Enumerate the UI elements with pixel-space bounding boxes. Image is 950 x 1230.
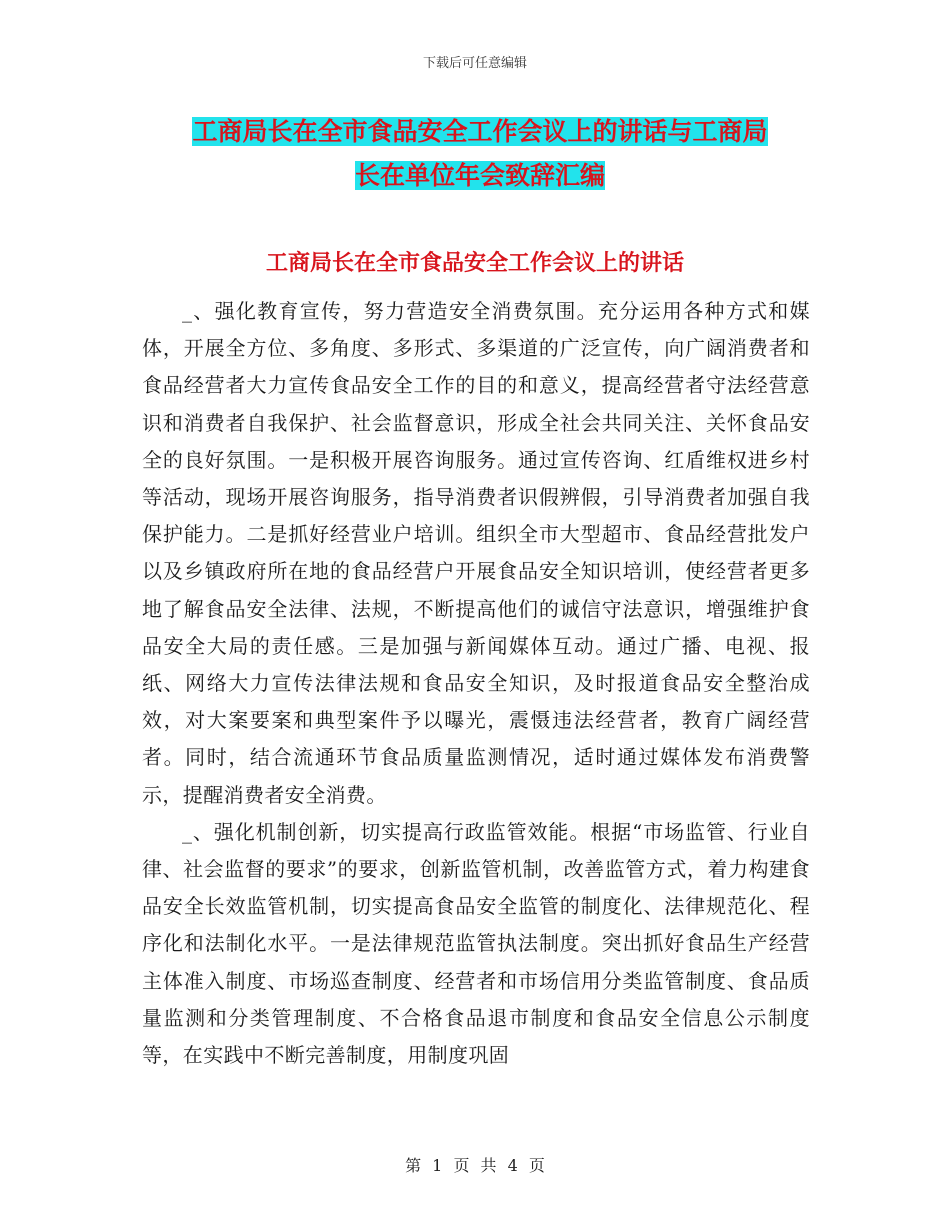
section-title: 工商局长在全市食品安全工作会议上的讲话 [265,251,684,276]
page-header: 下载后可任意编辑 [422,56,527,71]
document-body [142,293,810,1074]
document-title-line-2: 长在单位年会致辞汇编 [354,161,605,190]
document-title [140,110,820,198]
paragraph: _、强化教育宣传，努力营造安全消费氛围。充分运用各种方式和媒体，开展全方位、多角度、多形式、多渠道的广泛宣传，向广阔消费者和食品经营者大力宣传食品安全工作的目的和意义，提高经营者守法经营意识和消费者自我保护、社会监督意识，形成全社会共同关注、关怀食品安全的良好氛围。一是积极开展咨询服务。通过宣传咨询、红盾维权进乡村等活动，现场开展咨询服务，指导消费者识假辨假，引导消费者加强自我保护能力。二是抓好经营业户培训。组织全市大型超市、食品经营批发户以及乡镇政府所在地的食品经营户开展食品安全知识培训，使经营者更多地了解食品安全法律、法规，不断提高他们的诚信守法意识，增强维护食品安全大局的责任感。三是加强与新闻媒体互动。通过广播、电视、报纸、网络大力宣传法律法规和食品安全知识，及时报道食品安全整治成效，对大案要案和典型案件予以曝光，震慑违法经营者，教育广阔经营者。同时，结合流通环节食品质量监测情况，适时通过媒体发布消费警示，提醒消费者安全消费。 [142,299,810,807]
page-footer: 第 1 页 共 4 页 [405,1156,545,1175]
paragraph: _、强化机制创新，切实提高行政监管效能。根据“市场监管、行业自律、社会监督的要求”的要求，创新监管机制，改善监管方式，着力构建食品安全长效监管机制，切实提高食品安全监管的制度化、法律规范化、程序化和法制化水平。一是法律规范监管执法制度。突出抓好食品生产经营主体准入制度、市场巡查制度、经营者和市场信用分类监管制度、食品质量监测和分类管理制度、不合格食品退市制度和食品安全信息公示制度等，在实践中不断完善制度，用制度巩固 [142,819,810,1068]
document-title-line-1: 工商局长在全市食品安全工作会议上的讲话与工商局 [192,117,768,146]
